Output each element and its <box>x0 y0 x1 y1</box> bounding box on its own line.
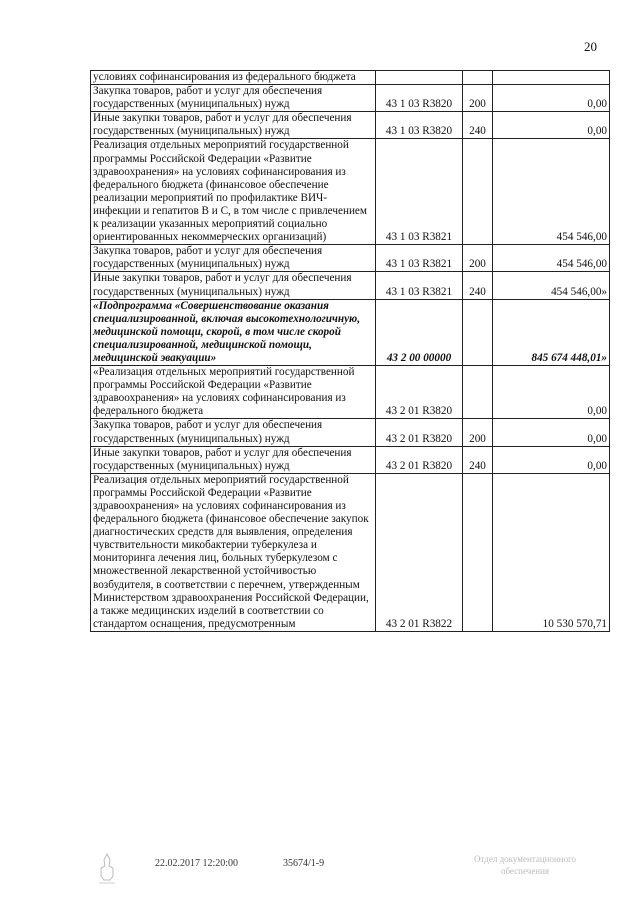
table-row <box>91 139 610 245</box>
row-description: Иные закупки товаров, работ и услуг для обеспечения государственных (муниципальных) нужд <box>91 112 376 139</box>
row-amount: 10 530 570,71 <box>493 473 610 631</box>
budget-table-body <box>91 71 610 632</box>
budget-table <box>90 70 610 632</box>
row-description: «Реализация отдельных мероприятий государственной программы Российской Федерации «Развитие здравоохранения» на условиях софинансирования из федерального бюджета <box>91 366 376 419</box>
row-amount: 0,00 <box>493 446 610 473</box>
row-target-code: 43 1 03 R3821 <box>376 272 463 299</box>
row-amount: 0,00 <box>493 85 610 112</box>
row-description: Закупка товаров, работ и услуг для обеспечения государственных (муниципальных) нужд <box>91 85 376 112</box>
row-amount: 454 546,00» <box>493 272 610 299</box>
table-row <box>91 85 610 112</box>
row-expense-type <box>463 139 493 245</box>
row-amount: 0,00 <box>493 112 610 139</box>
table-row <box>91 272 610 299</box>
emblem-logo <box>96 852 118 891</box>
row-description: Реализация отдельных мероприятий государственной программы Российской Федерации «Развитие здравоохранения» на условиях софинансирования из федерального бюджета (финансовое обеспечение реализации мероприятий по профилактике ВИЧ-инфекции и гепатитов В и С, в том числе с привлечением к реализации указанных мероприятий социально ориентированных некоммерческих организаций) <box>91 139 376 245</box>
row-expense-type: 240 <box>463 112 493 139</box>
row-target-code: 43 1 03 R3820 <box>376 112 463 139</box>
row-description: «Подпрограмма «Совершенствование оказания специализированной, включая высокотехнологичную, медицинской помощи, скорой, в том числе скорой специализированной, медицинской помощи, медицинской эвакуации» <box>91 299 376 365</box>
row-description: Закупка товаров, работ и услуг для обеспечения государственных (муниципальных) нужд <box>91 419 376 446</box>
page-number: 20 <box>584 39 597 54</box>
row-target-code: 43 2 01 R3820 <box>376 446 463 473</box>
row-amount: 0,00 <box>493 419 610 446</box>
row-target-code: 43 1 03 R3821 <box>376 245 463 272</box>
row-description: Иные закупки товаров, работ и услуг для обеспечения государственных (муниципальных) нужд <box>91 272 376 299</box>
row-expense-type <box>463 299 493 365</box>
row-description: условиях софинансирования из федерального бюджета <box>91 71 376 85</box>
table-row <box>91 446 610 473</box>
table-row <box>91 366 610 419</box>
row-target-code: 43 2 01 R3820 <box>376 419 463 446</box>
table-row <box>91 245 610 272</box>
row-expense-type <box>463 366 493 419</box>
row-description: Иные закупки товаров, работ и услуг для обеспечения государственных (муниципальных) нужд <box>91 446 376 473</box>
row-target-code: 43 2 01 R3822 <box>376 473 463 631</box>
row-target-code: 43 2 00 00000 <box>376 299 463 365</box>
table-row <box>91 71 610 85</box>
row-amount: 0,00 <box>493 366 610 419</box>
row-expense-type <box>463 71 493 85</box>
row-target-code: 43 2 01 R3820 <box>376 366 463 419</box>
row-target-code <box>376 71 463 85</box>
row-expense-type <box>463 473 493 631</box>
row-description: Закупка товаров, работ и услуг для обеспечения государственных (муниципальных) нужд <box>91 245 376 272</box>
table-row <box>91 419 610 446</box>
row-expense-type: 200 <box>463 245 493 272</box>
table-row <box>91 299 610 365</box>
row-amount: 845 674 448,01» <box>493 299 610 365</box>
footer-datetime: 22.02.2017 12:20:00 <box>155 858 239 869</box>
row-expense-type: 240 <box>463 272 493 299</box>
row-target-code: 43 1 03 R3821 <box>376 139 463 245</box>
row-description: Реализация отдельных мероприятий государственной программы Российской Федерации «Развитие здравоохранения» на условиях софинансирования из федерального бюджета (финансовое обеспечение закупок диагностических средств для выявления, определения чувствительности микобактерии туберкулеза и мониторинга лечения лиц, больных туберкулезом с множественной лекарственной устойчивостью возбудителя, в соответствии с перечнем, утвержденным Министерством здравоохранения Российской Федерации, а также медицинских изделий в соответствии со стандартом оснащения, предусмотренным <box>91 473 376 631</box>
row-expense-type: 240 <box>463 446 493 473</box>
row-expense-type: 200 <box>463 419 493 446</box>
row-amount: 454 546,00 <box>493 245 610 272</box>
footer-doc-number: 35674/1-9 <box>283 858 325 869</box>
table-row <box>91 112 610 139</box>
row-amount: 454 546,00 <box>493 139 610 245</box>
row-expense-type: 200 <box>463 85 493 112</box>
document-stamp: Отдел документационного обеспечения <box>473 854 577 876</box>
row-target-code: 43 1 03 R3820 <box>376 85 463 112</box>
row-amount <box>493 71 610 85</box>
table-row <box>91 473 610 631</box>
